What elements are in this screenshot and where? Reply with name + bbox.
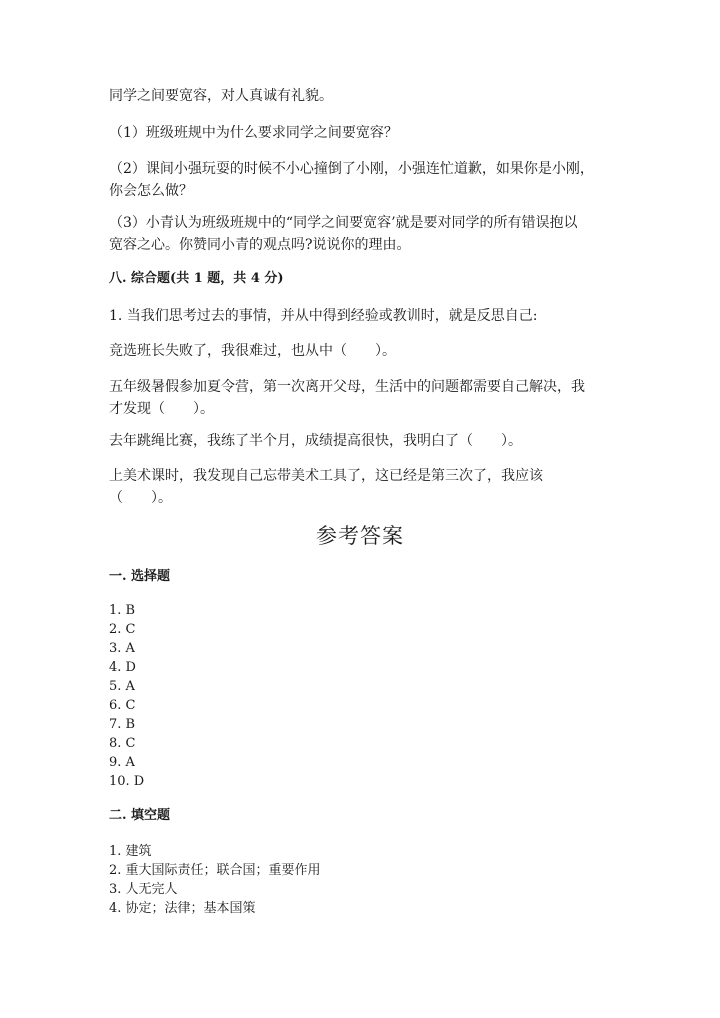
intro-text: 同学之间要宽容，对人真诚有礼貌。 bbox=[109, 88, 333, 104]
question-3-line-2: 宽容之心。你赞同小青的观点吗?说说你的理由。 bbox=[109, 237, 411, 253]
choice-answer: 9. A bbox=[109, 755, 135, 770]
section-8-item-d-line-2: （ ）。 bbox=[109, 490, 172, 506]
choice-answer: 3. A bbox=[109, 641, 135, 656]
answer-title: 参考答案 bbox=[316, 524, 404, 548]
fill-answer: 4. 协定；法律；基本国策 bbox=[109, 901, 256, 916]
question-1: （1）班级班规中为什么要求同学之间要宽容？ bbox=[109, 125, 398, 141]
fill-answer: 2. 重大国际责任；联合国；重要作用 bbox=[109, 863, 321, 878]
question-2-line-1: （2）课间小强玩耍的时候不小心撞倒了小刚，小强连忙道歉，如果你是小刚， bbox=[109, 161, 594, 177]
fill-answer: 3. 人无完人 bbox=[109, 882, 178, 897]
choice-answer: 1. B bbox=[109, 603, 136, 618]
section-8-item-d-line-1: 上美术课时，我发现自己忘带美术工具了，这已经是第三次了，我应该 bbox=[109, 468, 543, 484]
choice-answer: 4. D bbox=[109, 660, 136, 675]
fill-answer-list bbox=[109, 842, 321, 918]
choice-answer: 10. D bbox=[109, 774, 145, 789]
question-3-line-1: （3）小青认为班级班规中的“同学之间要宽容’就是要对同学的所有错误抱以 bbox=[109, 215, 578, 231]
section-8-item-a: 竞选班长失败了，我很难过，也从中（ ）。 bbox=[109, 343, 396, 359]
choice-answer: 5. A bbox=[109, 679, 135, 694]
choice-answer-list bbox=[109, 601, 144, 791]
question-2-line-2: 你会怎么做？ bbox=[109, 183, 193, 199]
section-8-item-b-line-2: 才发现（ ）。 bbox=[109, 401, 214, 417]
section-8-item-b-line-1: 五年级暑假参加夏令营，第一次离开父母，生活中的问题都需要自己解决，我 bbox=[109, 379, 585, 395]
fill-answer: 1. 建筑 bbox=[109, 844, 152, 859]
choice-section-heading: 一. 选择题 bbox=[109, 569, 171, 584]
choice-answer: 2. C bbox=[109, 622, 136, 637]
section-8-item-c: 去年跳绳比赛，我练了半个月，成绩提高很快，我明白了（ ）。 bbox=[109, 433, 522, 449]
fill-section-heading: 二. 填空题 bbox=[109, 808, 171, 823]
section-8-heading: 八. 综合题(共 1 题，共 4 分) bbox=[109, 271, 284, 286]
choice-answer: 8. C bbox=[109, 736, 136, 751]
section-8-question: 1. 当我们思考过去的事情，并从中得到经验或教训时，就是反思自己: bbox=[109, 308, 538, 324]
choice-answer: 6. C bbox=[109, 698, 136, 713]
choice-answer: 7. B bbox=[109, 717, 136, 732]
